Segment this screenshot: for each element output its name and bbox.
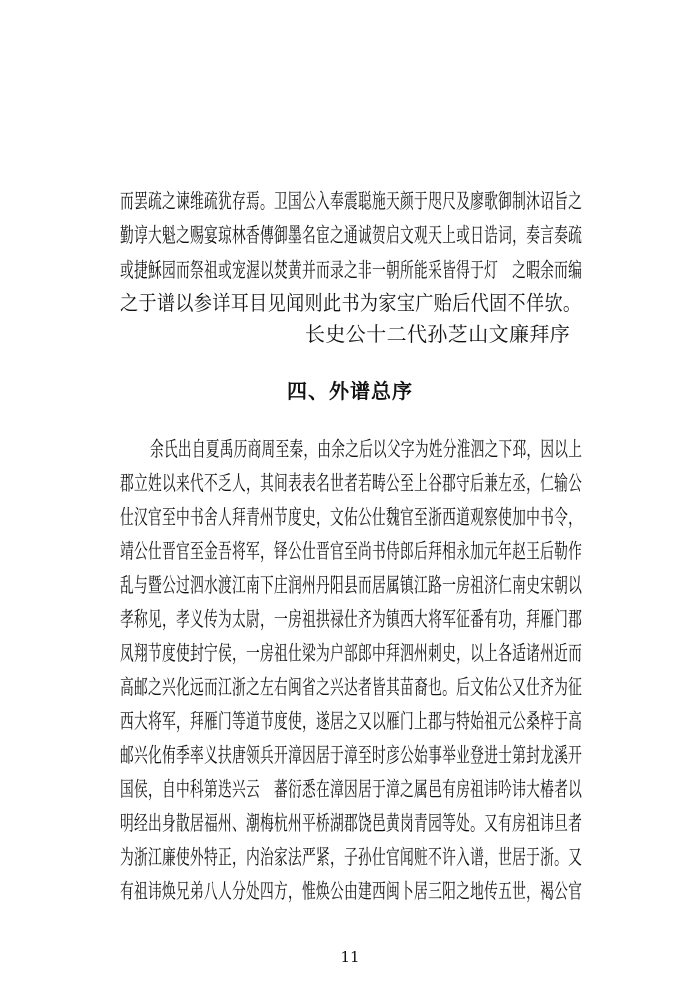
text-line: 西大将军，拜雁门等道节度使，遂居之又以雁门上郡与特始祖元公桑梓于高 (120, 709, 583, 733)
text-line: 郡立姓以来代不乏人，其间表表名世者若畴公至上谷郡守后兼左丞，仁输公 (120, 471, 583, 495)
text-line: 之于谱以参详耳目见闻则此书为家宝广贻后代固不佯欤。 (120, 291, 582, 315)
text-line: 有祖讳焕兄弟八人分处四方，惟焕公由建西闽卜居三阳之地传五世，褐公官 (120, 879, 583, 903)
text-line: 邮兴化侑季率义扶唐领兵开漳因居于漳至时彦公始事举业登进士第封龙溪开 (120, 743, 583, 767)
text-line: 明经出身散居福州、潮梅杭州平桥湖郡饶邑黄岗青园等处。又有房祖讳旦者 (120, 811, 583, 835)
page-number: 11 (340, 948, 360, 966)
text-line: 勤谆大魁之赐宴琼林香傳御墨名宦之通诚贺启文观天上或日诰词，奏言奏疏 (120, 223, 583, 247)
text-line: 高邮之兴化远而江浙之左右闽省之兴达者皆其苗裔也。后文佑公又仕齐为征 (120, 675, 583, 699)
text-line: 凤翔节度使封宁侯，一房祖仕梁为户部郎中拜泗州刺史，以上各适诸州近而 (120, 641, 583, 665)
section-title: 四、外谱总序 (287, 379, 413, 403)
text-line: 乱与暨公过泗水渡江南下庄润州丹阳县而居属镇江路一房祖济仁南史宋朝以 (120, 573, 583, 597)
preface-signature: 长史公十二代孙芝山文廉拜序 (305, 322, 571, 346)
text-line: 或捷穌园而祭祖或宠渥以焚黄并而录之非一朝所能采皆得于灯 之暇余而编 (120, 258, 583, 282)
text-line: 余氏出自夏禹历商周至秦，由余之后以父字为姓分淮泗之下邳，因以上 (150, 437, 583, 461)
text-line: 而罢疏之谏维疏犹存焉。卫国公入奉震聪施天颜于咫尺及廖歌御制沐诏旨之 (120, 189, 583, 213)
text-line: 孝称见，孝义传为太尉，一房祖拱禄仕齐为镇西大将军征番有功，拜雁门郡 (120, 607, 583, 631)
text-line: 国侯，自中科第迭兴云 蕃衍悉在漳因居于漳之属邑有房祖讳吟讳大椿者以 (120, 777, 583, 801)
text-line: 仕汉官至中书舍人拜青州节度史，文佑公仕魏官至浙西道观察使加中书令， (120, 505, 583, 529)
text-line: 为浙江廉使外特正，内治家法严紧，子孙仕官闻赃不许入谱，世居于浙。又 (120, 845, 583, 869)
text-line: 靖公仕晋官至金吾将军，铎公仕晋官至尚书侍郎后拜相永加元年赵王后勒作 (120, 539, 583, 563)
